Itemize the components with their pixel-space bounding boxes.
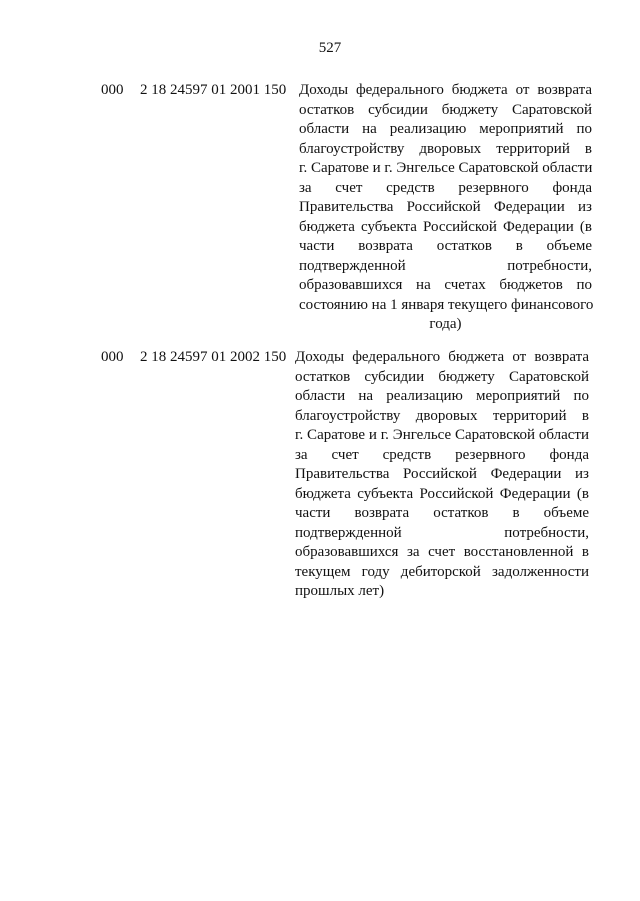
admin-code: 000 bbox=[101, 349, 124, 365]
description-line: подтвержденной потребности, bbox=[299, 257, 592, 274]
description-line: Доходы федерального бюджета от возврата bbox=[299, 82, 592, 98]
description-line: подтвержденной потребности, bbox=[295, 524, 589, 541]
description-line: г. Саратове и г. Энгельсе Саратовской области bbox=[299, 160, 593, 176]
description-line: Доходы федерального бюджета от возврата bbox=[295, 349, 589, 365]
description-line: части возврата остатков в объеме bbox=[299, 238, 592, 254]
description-line: области на реализацию мероприятий по bbox=[299, 121, 592, 137]
description-line: за счет средств резервного фонда bbox=[295, 446, 589, 463]
description-line: образовавшихся за счет восстановленной в bbox=[295, 544, 589, 560]
description-line: благоустройству дворовых территорий в bbox=[295, 407, 589, 424]
description-line: области на реализацию мероприятий по bbox=[295, 388, 589, 404]
description-line: благоустройству дворовых территорий в bbox=[299, 140, 592, 157]
admin-code: 000 bbox=[101, 82, 124, 98]
description-line: текущем году дебиторской задолженности bbox=[295, 563, 589, 580]
description-line: бюджета субъекта Российской Федерации (в bbox=[299, 218, 592, 235]
description-line: состоянию на 1 января текущего финансового bbox=[299, 296, 594, 313]
description-line: образовавшихся на счетах бюджетов по bbox=[299, 277, 592, 293]
description-line: года) bbox=[429, 316, 462, 332]
entry-description bbox=[295, 348, 589, 602]
description-line: Правительства Российской Федерации из bbox=[295, 466, 589, 482]
description-line: остатков субсидии бюджету Саратовской bbox=[295, 368, 589, 385]
entry-description bbox=[299, 81, 592, 335]
kbk-code: 2 18 24597 01 2001 150 bbox=[140, 82, 287, 98]
description-line: Правительства Российской Федерации из bbox=[299, 199, 592, 215]
description-line: г. Саратове и г. Энгельсе Саратовской области bbox=[295, 427, 589, 443]
description-line: за счет средств резервного фонда bbox=[299, 179, 592, 196]
kbk-code: 2 18 24597 01 2002 150 bbox=[140, 349, 287, 365]
description-line: прошлых лет) bbox=[295, 583, 385, 599]
description-line: остатков субсидии бюджету Саратовской bbox=[299, 101, 592, 118]
description-line: части возврата остатков в объеме bbox=[295, 505, 589, 521]
description-line: бюджета субъекта Российской Федерации (в bbox=[295, 485, 589, 502]
page-number: 527 bbox=[318, 40, 342, 56]
